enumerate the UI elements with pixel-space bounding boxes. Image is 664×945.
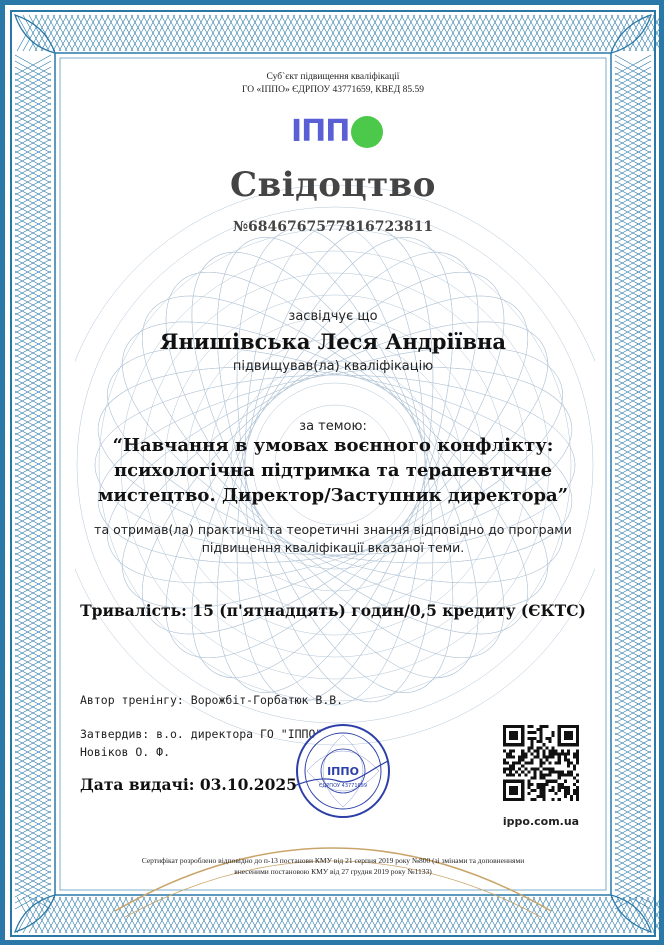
stamp-center-text: ІППО [327,765,359,778]
stamp-ring-text: ЄДРПОУ 43771659 [318,783,368,789]
qr-code [503,725,579,801]
ippo-logo [287,113,383,151]
certificate-frame [4,4,660,941]
issuer-line-1: Суб`єкт підвищення кваліфікації [266,72,400,82]
legal-footer [5,855,660,877]
certificate-title: Свідоцтво [230,165,436,205]
logo-text: ІПП [291,114,350,149]
topic-line: психологічна підтримка та терапевтичне [113,460,553,481]
topic-label: за темою: [299,419,367,434]
topic-title [5,433,660,508]
footer-line: Сертифікат розроблено відповідно до п-13 постанови КМУ від 21 серпня 2019 року №800 (зі змінами та доповненнями [141,856,525,865]
issue-date: Дата видачі: 03.10.2025 [80,775,297,794]
official-stamp [293,721,393,821]
approved-by: Затвердив: в.о. директора ГО "ІППО" [80,727,323,741]
duration-text: Тривалість: 15 (п'ятнадцять) годин/0,5 кредиту (ЄКТС) [80,601,586,620]
topic-line: мистецтво. Директор/Заступник директора” [97,485,569,506]
logo-dot-icon [351,116,383,148]
recipient-name: Янишівська Леся Андріївна [160,329,506,354]
issuer-block [5,71,660,97]
issuer-line-2: ГО «ІППО» ЄДРПОУ 43771659, КВЕД 85.59 [242,85,424,95]
director-name: Новіков О. Ф. [80,745,171,759]
certifies-text: засвідчує що [288,309,378,324]
trainer-author: Автор тренінгу: Ворожбіт-Горбатюк В.В. [80,693,344,707]
acquired-knowledge-text [5,521,660,557]
topic-line: “Навчання в умовах воєнного конфлікту: [112,435,554,456]
site-url[interactable]: ippo.com.ua [502,815,580,828]
certificate-number: №6846767577816723811 [232,219,434,235]
footer-line: внесеними постановою КМУ від 27 грудня 2019 року №1133) [234,867,432,876]
acquired-line: та отримав(ла) практичні та теоретичні знання відповідно до програми [94,522,572,537]
qualified-text: підвищував(ла) кваліфікацію [232,359,434,374]
acquired-line: підвищення кваліфікації вказаної теми. [201,540,465,555]
